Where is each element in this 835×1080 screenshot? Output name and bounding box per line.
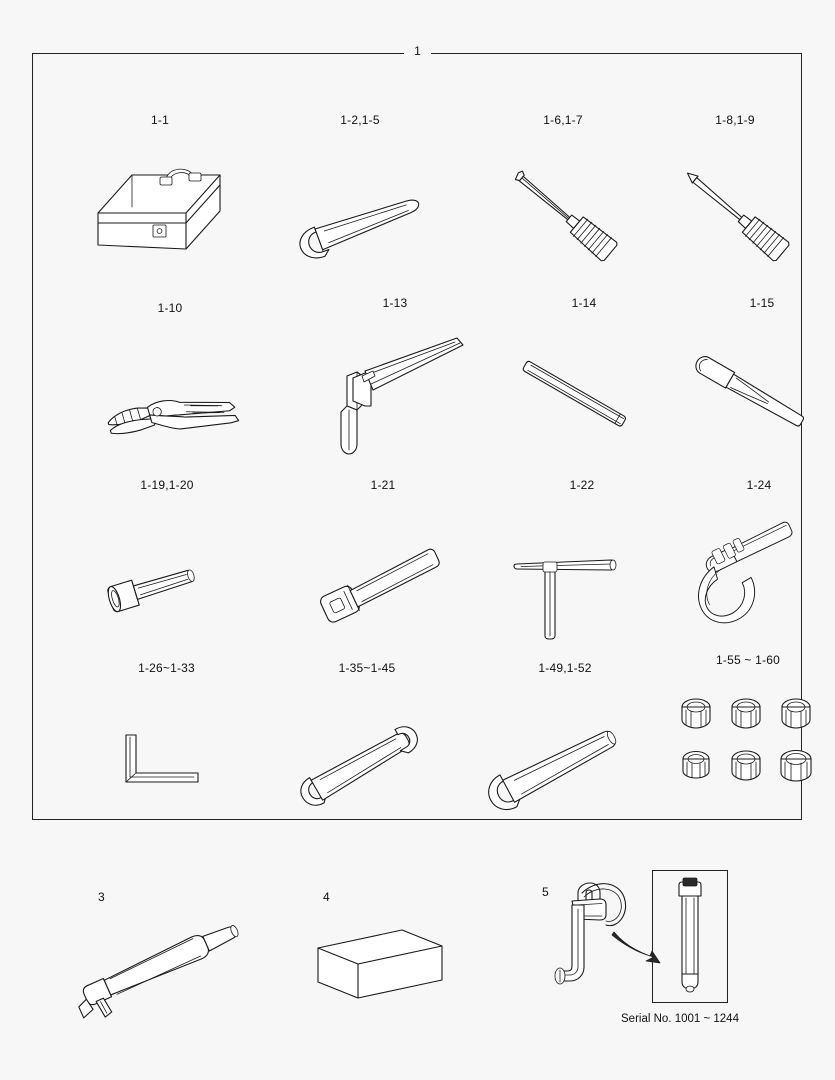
part-label: 1-10 xyxy=(157,301,183,315)
bottom-item-grease-gun[interactable] xyxy=(60,880,270,1020)
serial-note: Serial No. 1001 ~ 1244 xyxy=(621,1013,739,1025)
part-label: 1-2,1-5 xyxy=(340,113,380,127)
part-cell-cold-chisel[interactable] xyxy=(672,296,835,476)
part-cell-open-end-wrench[interactable] xyxy=(270,113,450,293)
oil-filter-wrench-icon xyxy=(664,498,835,648)
socket-extension-icon xyxy=(72,498,262,648)
phillips-screwdriver-icon xyxy=(645,133,825,283)
double-open-end-wrench-icon xyxy=(272,681,462,831)
flat-screwdriver-icon xyxy=(473,133,653,283)
part-label: 1-1 xyxy=(151,113,169,127)
ratchet-handle-icon xyxy=(288,498,478,648)
part-label: 1-19,1-20 xyxy=(140,478,194,492)
group-number-text: 1 xyxy=(404,44,431,58)
pliers-icon xyxy=(80,321,260,471)
bottom-item-label: 5 xyxy=(542,885,549,899)
part-cell-tool-box[interactable] xyxy=(70,113,250,293)
part-label: 1-14 xyxy=(571,296,597,310)
sliding-t-handle-icon xyxy=(487,498,677,648)
open-end-wrench-icon xyxy=(270,133,450,283)
part-label: 1-13 xyxy=(382,296,408,310)
bottom-item-label: 4 xyxy=(323,890,330,904)
parts-carton-icon xyxy=(290,902,470,1012)
part-label: 1-22 xyxy=(569,478,595,492)
part-cell-oil-filter-wrench[interactable] xyxy=(664,478,835,668)
part-cell-drift-punch[interactable] xyxy=(494,296,674,476)
part-cell-phillips-screwdriver[interactable] xyxy=(645,113,825,293)
plug-socket-icon xyxy=(652,870,728,1003)
part-cell-hex-key-wrench[interactable] xyxy=(74,661,259,821)
part-cell-sliding-t-handle[interactable] xyxy=(487,478,677,658)
part-label: 1-26~1-33 xyxy=(138,661,195,675)
bottom-item-parts-carton[interactable] xyxy=(290,880,470,1020)
hammer-icon xyxy=(305,316,485,466)
grease-gun-icon xyxy=(60,902,270,1022)
part-label: 1-49,1-52 xyxy=(538,661,592,675)
part-label: 1-6,1-7 xyxy=(543,113,583,127)
part-cell-single-open-end-wrench[interactable] xyxy=(470,661,660,821)
part-cell-flat-screwdriver[interactable] xyxy=(473,113,653,293)
part-label: 1-24 xyxy=(746,478,772,492)
cold-chisel-icon xyxy=(672,316,835,466)
bottom-item-label: 3 xyxy=(98,890,105,904)
parts-grid xyxy=(32,53,802,820)
tool-box-icon xyxy=(70,133,250,283)
part-cell-socket-extension[interactable] xyxy=(72,478,262,658)
part-cell-hammer[interactable] xyxy=(305,296,485,476)
single-open-end-wrench-icon xyxy=(470,681,660,831)
part-cell-pliers[interactable] xyxy=(80,301,260,471)
socket-set-icon xyxy=(658,673,835,823)
part-label: 1-55 ~ 1-60 xyxy=(716,653,780,667)
part-label: 1-8,1-9 xyxy=(715,113,755,127)
part-cell-ratchet-handle[interactable] xyxy=(288,478,478,658)
inset-item-plug-socket[interactable] xyxy=(652,870,728,1003)
part-cell-socket-set[interactable] xyxy=(658,653,835,823)
part-label: 1-35~1-45 xyxy=(338,661,396,675)
part-label: 1-21 xyxy=(370,478,396,492)
hex-key-wrench-icon xyxy=(74,681,259,831)
part-label: 1-15 xyxy=(749,296,775,310)
part-cell-double-open-end-wrench[interactable] xyxy=(272,661,462,821)
drift-punch-icon xyxy=(494,316,674,466)
